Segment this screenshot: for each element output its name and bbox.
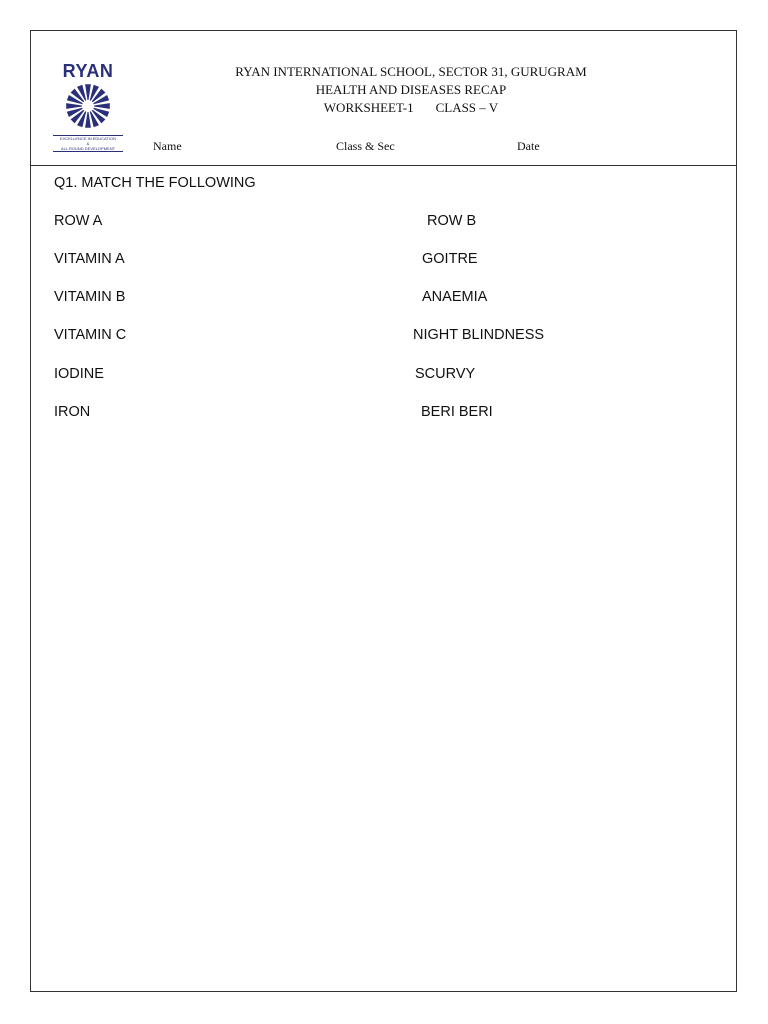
question-title: Q1. MATCH THE FOLLOWING	[54, 175, 256, 191]
row-a-item: IODINE	[54, 366, 104, 382]
logo-tagline: EXCELLENCE IN EDUCATION & ALL ROUND DEVELOPMENT	[53, 135, 123, 152]
row-b-item: GOITRE	[422, 251, 478, 267]
logo-wordmark: RYAN	[62, 61, 114, 81]
row-b-item: SCURVY	[415, 366, 476, 382]
row-b-item: NIGHT BLINDNESS	[413, 327, 545, 343]
class-sec-field-label: Class & Sec	[336, 139, 395, 153]
school-logo	[53, 61, 123, 153]
logo-ray	[85, 112, 91, 128]
school-title-block	[181, 63, 641, 117]
worksheet-page	[30, 30, 737, 992]
row-b-item: BERI BERI	[421, 404, 493, 420]
worksheet-number: WORKSHEET-1	[323, 100, 414, 115]
worksheet-line	[181, 99, 641, 117]
row-a-header: ROW A	[54, 213, 103, 229]
row-a-item: VITAMIN C	[54, 327, 127, 343]
logo-ray	[94, 103, 110, 109]
worksheet-subject: HEALTH AND DISEASES RECAP	[315, 82, 507, 97]
sunburst-logo-icon	[61, 79, 115, 133]
date-field-label: Date	[517, 139, 540, 153]
row-a-item: VITAMIN B	[54, 289, 126, 305]
name-field-label: Name	[153, 139, 182, 153]
class-label: CLASS – V	[435, 100, 499, 115]
row-a-item: VITAMIN A	[54, 251, 125, 267]
school-name: RYAN INTERNATIONAL SCHOOL, SECTOR 31, GURUGRAM	[235, 64, 587, 79]
logo-ray	[66, 103, 82, 109]
row-b-header: ROW B	[427, 213, 477, 229]
logo-ray	[85, 84, 91, 100]
row-a-item: IRON	[54, 404, 91, 420]
worksheet-header	[31, 31, 736, 166]
row-b-item: ANAEMIA	[422, 289, 488, 305]
